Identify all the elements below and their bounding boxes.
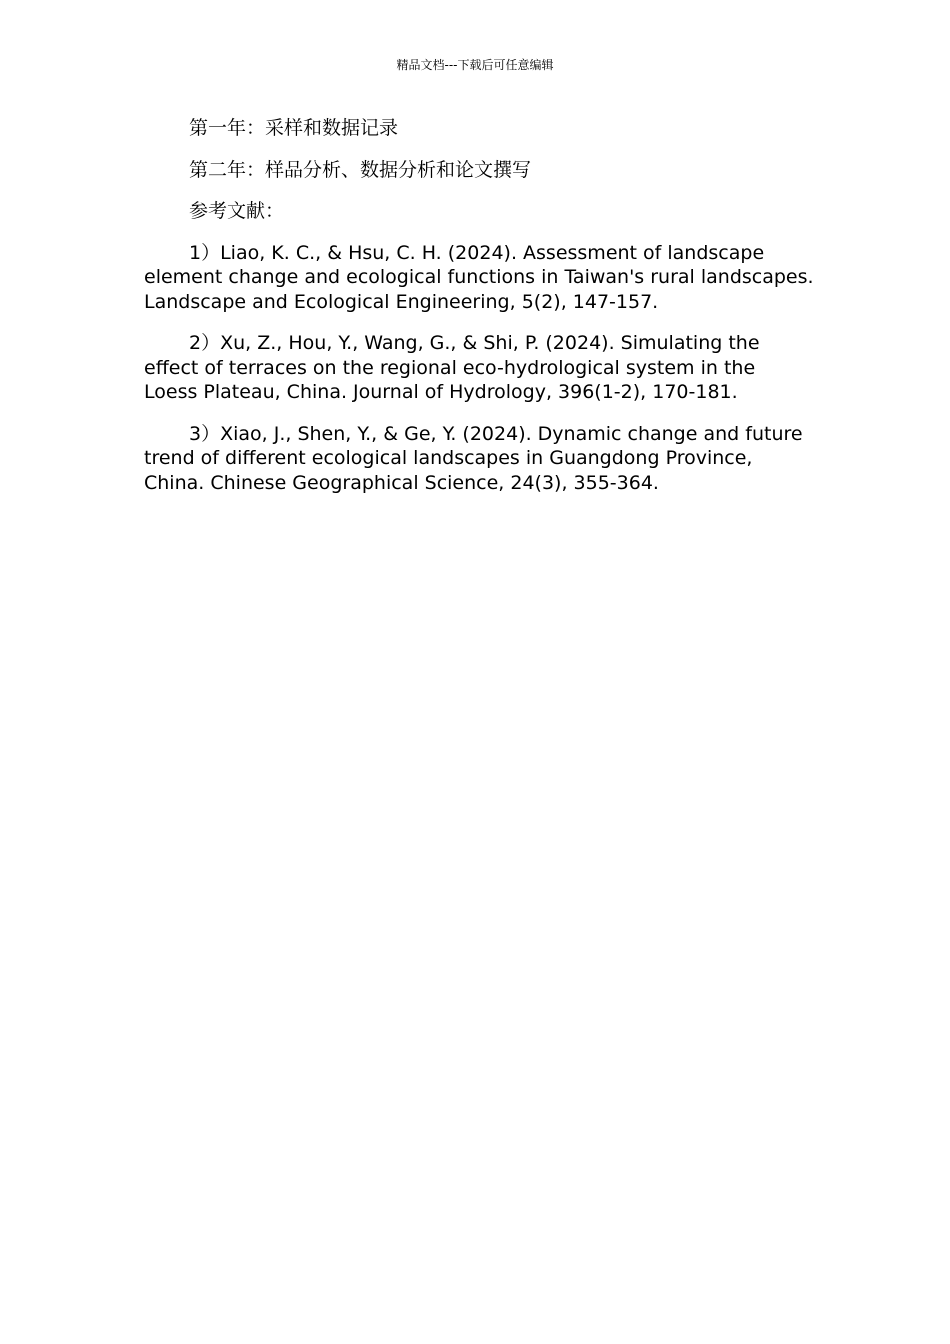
document-body	[144, 116, 814, 512]
schedule-year-1: 第一年：采样和数据记录	[189, 117, 399, 139]
reference-item-1: 1）Liao, K. C., & Hsu, C. H. (2024). Assessment of landscape element change and ecological functions in Taiwan's rural landscapes. Landscape and Ecological Engineering, 5(2), 147-157.	[144, 241, 814, 313]
reference-item-3: 3）Xiao, J., Shen, Y., & Ge, Y. (2024). Dynamic change and future trend of different ecological landscapes in Guangdong Province, China. Chinese Geographical Science, 24(3), 355-364.	[144, 422, 803, 494]
references-heading: 参考文献：	[189, 200, 285, 222]
page-header: 精品文档---下载后可任意编辑	[396, 58, 554, 72]
reference-item-2: 2）Xu, Z., Hou, Y., Wang, G., & Shi, P. (2024). Simulating the effect of terraces on the regional eco-hydrological system in the Loess Plateau, China. Journal of Hydrology, 396(1-2), 170-181.	[144, 332, 760, 403]
schedule-year-2: 第二年：样品分析、数据分析和论文撰写	[189, 158, 532, 181]
